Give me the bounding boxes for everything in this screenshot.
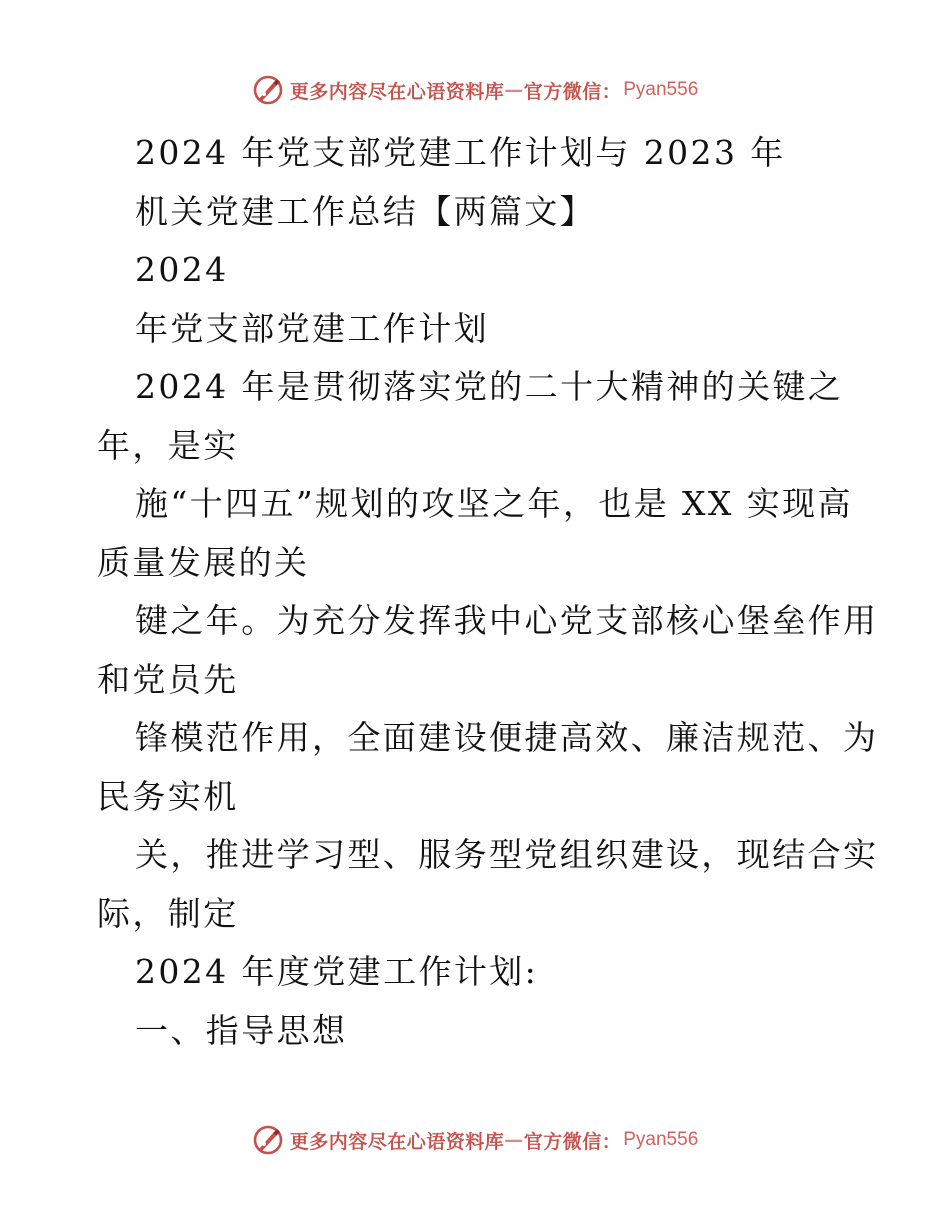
watermark-contact-id: Pyan556 <box>623 79 699 100</box>
document-line: 2024 年是贯彻落实党的二十大精神的关键之 <box>135 367 844 406</box>
header-watermark <box>0 70 950 110</box>
document-line: 际，制定 <box>97 893 239 933</box>
pen-logo-icon <box>252 74 284 106</box>
document-line: 民务实机 <box>97 776 239 816</box>
watermark-text: 更多内容尽在心语资料库 <box>289 80 505 103</box>
document-line: 2024 年党支部党建工作计划与 2023 年 <box>135 133 786 172</box>
document-line: 键之年。为充分发挥我中心党支部核心堡垒作用 <box>135 601 879 640</box>
document-line: 年党支部党建工作计划 <box>135 308 489 348</box>
document-line: 2024 <box>135 250 229 289</box>
footer-watermark <box>0 1120 950 1160</box>
pen-logo-icon <box>252 1124 284 1156</box>
watermark-contact-label: 官方微信： <box>523 1130 622 1153</box>
document-line: 质量发展的关 <box>97 542 310 582</box>
document-line: 关，推进学习型、服务型党组织建设，现结合实 <box>135 835 879 874</box>
document-line: 施“十四五”规划的攻坚之年，也是 XX 实现高 <box>135 484 853 523</box>
document-line: 一、指导思想 <box>135 1010 348 1050</box>
document-line: 年，是实 <box>97 425 239 465</box>
document-line: 和党员先 <box>97 659 239 699</box>
document-body <box>97 124 879 1060</box>
document-line: 锋模范作用，全面建设便捷高效、廉洁规范、为 <box>135 718 879 757</box>
watermark-dash: — <box>504 1129 524 1151</box>
watermark-text: 更多内容尽在心语资料库 <box>289 1130 505 1153</box>
watermark-contact-label: 官方微信： <box>523 80 622 103</box>
document-line: 2024 年度党建工作计划: <box>135 952 539 991</box>
document-line: 机关党建工作总结【两篇文】 <box>135 191 596 231</box>
watermark-contact-id: Pyan556 <box>623 1129 699 1150</box>
watermark-dash: — <box>504 79 524 101</box>
